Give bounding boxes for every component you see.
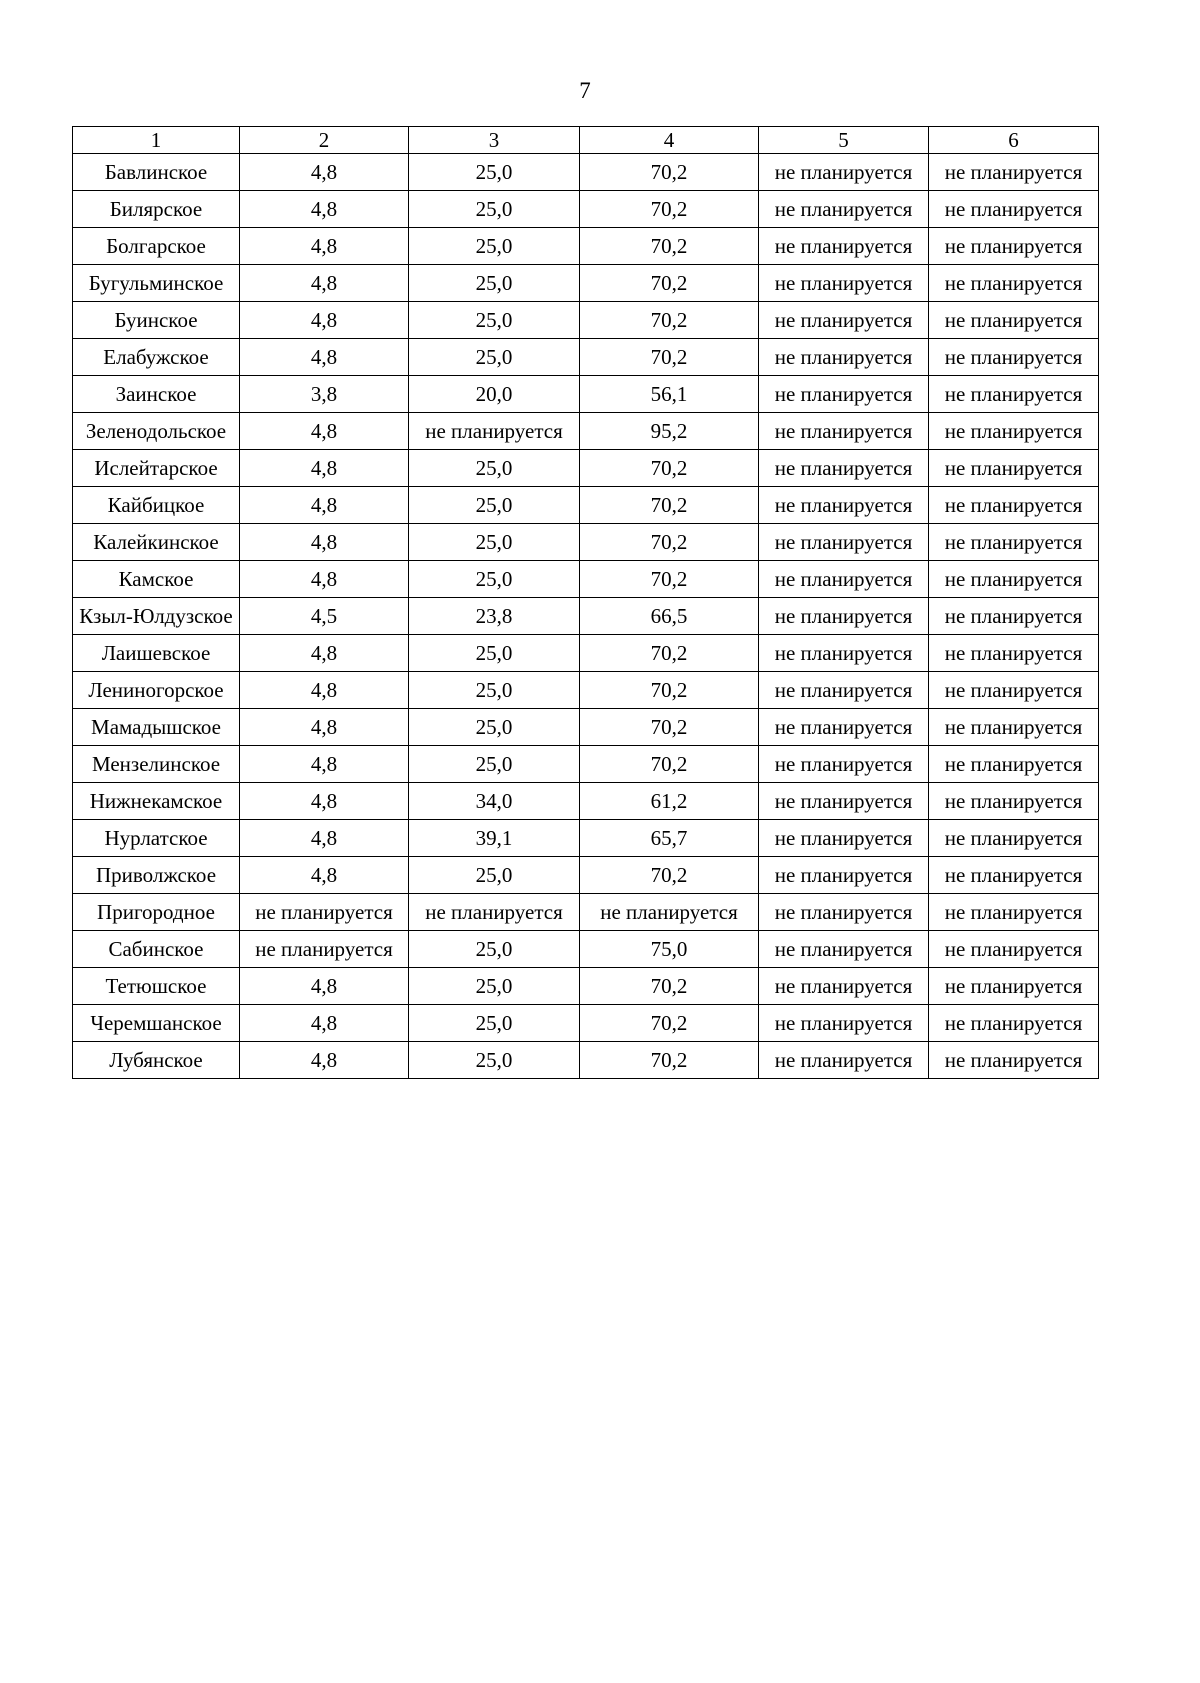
settlement-name-cell: Заинское (73, 376, 240, 413)
value-cell: 25,0 (409, 1042, 580, 1079)
settlement-name-cell: Болгарское (73, 228, 240, 265)
value-cell: 70,2 (580, 228, 759, 265)
value-cell: не планируется (759, 820, 929, 857)
value-cell: 4,5 (240, 598, 409, 635)
value-cell: 25,0 (409, 154, 580, 191)
table-row (73, 339, 1099, 376)
value-cell: не планируется (929, 487, 1099, 524)
settlement-name-cell: Зеленодольское (73, 413, 240, 450)
table-row (73, 931, 1099, 968)
table-row (73, 709, 1099, 746)
value-cell: 70,2 (580, 191, 759, 228)
column-header: 4 (580, 127, 759, 154)
value-cell: 4,8 (240, 672, 409, 709)
table-row (73, 413, 1099, 450)
settlement-name-cell: Ислейтарское (73, 450, 240, 487)
value-cell: не планируется (759, 931, 929, 968)
value-cell: не планируется (929, 413, 1099, 450)
header-row (73, 127, 1099, 154)
value-cell: не планируется (759, 413, 929, 450)
value-cell: 25,0 (409, 450, 580, 487)
value-cell: 70,2 (580, 1005, 759, 1042)
value-cell: 70,2 (580, 487, 759, 524)
table-row (73, 487, 1099, 524)
value-cell: не планируется (929, 228, 1099, 265)
value-cell: не планируется (759, 968, 929, 1005)
value-cell: не планируется (409, 413, 580, 450)
settlement-name-cell: Лаишевское (73, 635, 240, 672)
value-cell: не планируется (929, 561, 1099, 598)
value-cell: 4,8 (240, 968, 409, 1005)
settlement-name-cell: Елабужское (73, 339, 240, 376)
page-number: 7 (579, 78, 591, 103)
value-cell: не планируется (929, 598, 1099, 635)
value-cell: 23,8 (409, 598, 580, 635)
value-cell: 25,0 (409, 339, 580, 376)
value-cell: не планируется (759, 561, 929, 598)
value-cell: 4,8 (240, 1042, 409, 1079)
value-cell: 4,8 (240, 783, 409, 820)
column-header: 6 (929, 127, 1099, 154)
table-row (73, 635, 1099, 672)
settlement-name-cell: Кайбицкое (73, 487, 240, 524)
value-cell: 66,5 (580, 598, 759, 635)
value-cell: не планируется (929, 302, 1099, 339)
table-row (73, 857, 1099, 894)
settlement-name-cell: Бавлинское (73, 154, 240, 191)
settlement-name-cell: Сабинское (73, 931, 240, 968)
value-cell: 25,0 (409, 561, 580, 598)
value-cell: 4,8 (240, 746, 409, 783)
value-cell: не планируется (759, 857, 929, 894)
value-cell: 70,2 (580, 1042, 759, 1079)
value-cell: 4,8 (240, 561, 409, 598)
value-cell: не планируется (759, 1042, 929, 1079)
value-cell: 4,8 (240, 857, 409, 894)
value-cell: не планируется (759, 376, 929, 413)
table-row (73, 968, 1099, 1005)
settlement-name-cell: Мамадышское (73, 709, 240, 746)
value-cell: 4,8 (240, 820, 409, 857)
value-cell: 39,1 (409, 820, 580, 857)
settlement-name-cell: Черемшанское (73, 1005, 240, 1042)
table-row (73, 820, 1099, 857)
table-row (73, 894, 1099, 931)
value-cell: 25,0 (409, 635, 580, 672)
table-header (73, 127, 1099, 154)
settlement-name-cell: Билярское (73, 191, 240, 228)
table-row (73, 450, 1099, 487)
value-cell: не планируется (759, 635, 929, 672)
value-cell: 25,0 (409, 1005, 580, 1042)
settlement-name-cell: Тетюшское (73, 968, 240, 1005)
value-cell: 25,0 (409, 709, 580, 746)
value-cell: 25,0 (409, 191, 580, 228)
value-cell: 25,0 (409, 487, 580, 524)
settlement-name-cell: Пригородное (73, 894, 240, 931)
value-cell: 70,2 (580, 746, 759, 783)
value-cell: 70,2 (580, 265, 759, 302)
value-cell: 4,8 (240, 1005, 409, 1042)
value-cell: не планируется (580, 894, 759, 931)
value-cell: не планируется (240, 931, 409, 968)
value-cell: 25,0 (409, 746, 580, 783)
table-row (73, 1005, 1099, 1042)
value-cell: не планируется (929, 1005, 1099, 1042)
value-cell: не планируется (929, 265, 1099, 302)
settlement-name-cell: Приволжское (73, 857, 240, 894)
settlement-name-cell: Калейкинское (73, 524, 240, 561)
value-cell: 70,2 (580, 302, 759, 339)
value-cell: 70,2 (580, 450, 759, 487)
value-cell: не планируется (929, 339, 1099, 376)
value-cell: 70,2 (580, 709, 759, 746)
settlement-name-cell: Нурлатское (73, 820, 240, 857)
value-cell: 95,2 (580, 413, 759, 450)
value-cell: не планируется (929, 191, 1099, 228)
value-cell: 4,8 (240, 487, 409, 524)
value-cell: 25,0 (409, 968, 580, 1005)
settlement-name-cell: Лубянское (73, 1042, 240, 1079)
value-cell: не планируется (929, 931, 1099, 968)
value-cell: 70,2 (580, 635, 759, 672)
value-cell: не планируется (929, 1042, 1099, 1079)
settlement-name-cell: Мензелинское (73, 746, 240, 783)
value-cell: не планируется (929, 746, 1099, 783)
value-cell: не планируется (929, 672, 1099, 709)
column-header: 3 (409, 127, 580, 154)
value-cell: 25,0 (409, 228, 580, 265)
value-cell: не планируется (759, 339, 929, 376)
table-row (73, 265, 1099, 302)
table-row (73, 746, 1099, 783)
value-cell: не планируется (759, 191, 929, 228)
value-cell: 4,8 (240, 413, 409, 450)
value-cell: не планируется (759, 524, 929, 561)
value-cell: 25,0 (409, 857, 580, 894)
value-cell: 70,2 (580, 339, 759, 376)
value-cell: 70,2 (580, 524, 759, 561)
table-row (73, 598, 1099, 635)
value-cell: 70,2 (580, 154, 759, 191)
value-cell: не планируется (929, 894, 1099, 931)
value-cell: 4,8 (240, 450, 409, 487)
value-cell: 25,0 (409, 931, 580, 968)
value-cell: не планируется (759, 746, 929, 783)
column-header: 5 (759, 127, 929, 154)
table-row (73, 1042, 1099, 1079)
value-cell: 20,0 (409, 376, 580, 413)
value-cell: 4,8 (240, 524, 409, 561)
value-cell: 4,8 (240, 635, 409, 672)
value-cell: 4,8 (240, 228, 409, 265)
value-cell: не планируется (759, 265, 929, 302)
value-cell: 4,8 (240, 191, 409, 228)
value-cell: не планируется (929, 450, 1099, 487)
value-cell: не планируется (759, 1005, 929, 1042)
table-row (73, 228, 1099, 265)
value-cell: 25,0 (409, 302, 580, 339)
value-cell: не планируется (759, 894, 929, 931)
value-cell: не планируется (929, 857, 1099, 894)
value-cell: не планируется (929, 154, 1099, 191)
table-row (73, 783, 1099, 820)
value-cell: 25,0 (409, 265, 580, 302)
value-cell: не планируется (929, 635, 1099, 672)
value-cell: 25,0 (409, 524, 580, 561)
value-cell: не планируется (759, 450, 929, 487)
value-cell: не планируется (759, 598, 929, 635)
table-row (73, 154, 1099, 191)
value-cell: не планируется (759, 672, 929, 709)
value-cell: 4,8 (240, 265, 409, 302)
value-cell: 4,8 (240, 302, 409, 339)
value-cell: не планируется (929, 820, 1099, 857)
value-cell: 70,2 (580, 857, 759, 894)
value-cell: 56,1 (580, 376, 759, 413)
table-row (73, 302, 1099, 339)
settlement-name-cell: Лениногорское (73, 672, 240, 709)
table-body (73, 154, 1099, 1079)
value-cell: не планируется (929, 709, 1099, 746)
value-cell: не планируется (759, 228, 929, 265)
value-cell: 4,8 (240, 154, 409, 191)
value-cell: 4,8 (240, 339, 409, 376)
table-row (73, 524, 1099, 561)
table-row (73, 376, 1099, 413)
value-cell: не планируется (409, 894, 580, 931)
value-cell: 70,2 (580, 561, 759, 598)
value-cell: не планируется (929, 968, 1099, 1005)
value-cell: 3,8 (240, 376, 409, 413)
table-row (73, 561, 1099, 598)
value-cell: не планируется (929, 524, 1099, 561)
value-cell: 25,0 (409, 672, 580, 709)
value-cell: 65,7 (580, 820, 759, 857)
data-table (72, 126, 1099, 1079)
value-cell: не планируется (759, 302, 929, 339)
settlement-name-cell: Нижнекамское (73, 783, 240, 820)
table-row (73, 191, 1099, 228)
value-cell: не планируется (240, 894, 409, 931)
settlement-name-cell: Кзыл-Юлдузское (73, 598, 240, 635)
value-cell: 70,2 (580, 968, 759, 1005)
value-cell: 61,2 (580, 783, 759, 820)
table-row (73, 672, 1099, 709)
value-cell: не планируется (759, 783, 929, 820)
settlement-name-cell: Камское (73, 561, 240, 598)
value-cell: 34,0 (409, 783, 580, 820)
value-cell: не планируется (759, 487, 929, 524)
column-header: 2 (240, 127, 409, 154)
value-cell: не планируется (759, 154, 929, 191)
settlement-name-cell: Бугульминское (73, 265, 240, 302)
value-cell: не планируется (929, 376, 1099, 413)
settlement-name-cell: Буинское (73, 302, 240, 339)
column-header: 1 (73, 127, 240, 154)
value-cell: не планируется (929, 783, 1099, 820)
value-cell: 75,0 (580, 931, 759, 968)
value-cell: 70,2 (580, 672, 759, 709)
value-cell: 4,8 (240, 709, 409, 746)
value-cell: не планируется (759, 709, 929, 746)
